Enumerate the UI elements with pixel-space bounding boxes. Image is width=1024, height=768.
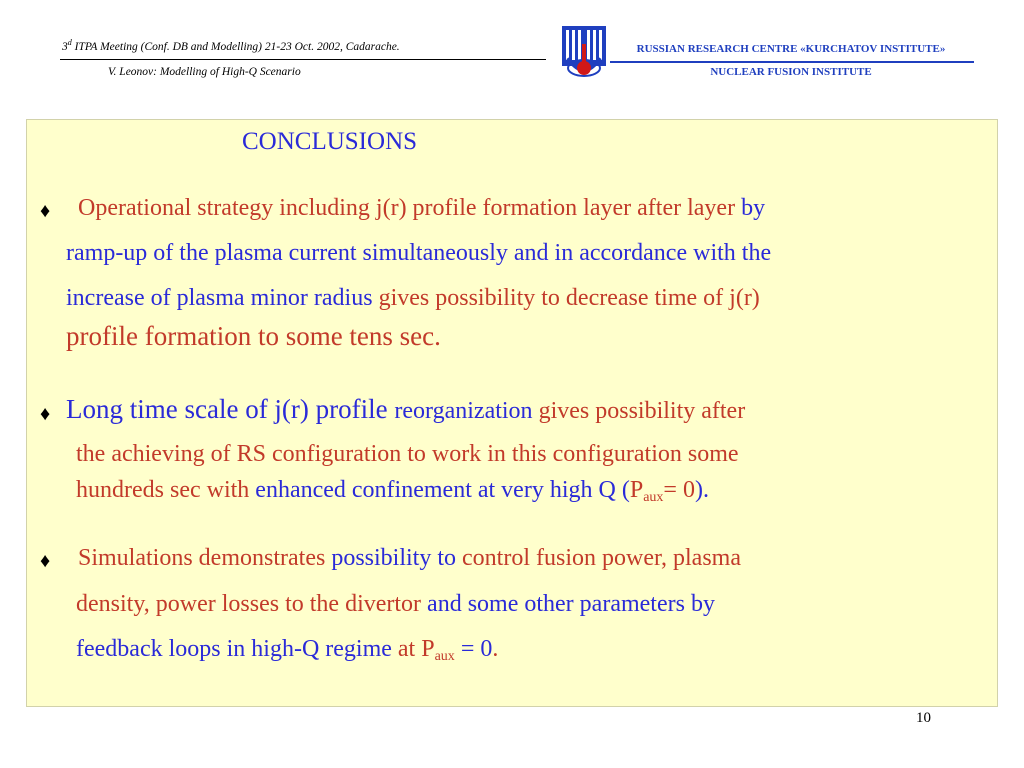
bullet-1-line-1	[78, 195, 765, 222]
bullet-2-text: Long time scale of j(r) profile	[66, 394, 395, 424]
p-aux-symbol: P	[629, 477, 644, 503]
meeting-number-suffix: d	[67, 38, 72, 47]
p-aux-subscript: aux	[643, 490, 664, 505]
bullet-3-text: and some other parameters by	[427, 591, 715, 617]
bullet-2-text: = 0	[663, 477, 695, 503]
meeting-number: 3	[62, 40, 68, 53]
bullet-marker: ♦	[40, 200, 51, 222]
bullet-3-text: possibility to	[331, 545, 462, 571]
bullet-2-text: hundreds sec with	[76, 477, 256, 503]
header-divider	[60, 59, 546, 60]
bullet-1-line-4: profile formation to some tens sec.	[66, 321, 441, 351]
bullet-3-line-1	[78, 545, 741, 572]
bullet-3-text: at	[397, 636, 422, 662]
bullet-1-text: gives possibility to decrease time of j(r)	[378, 285, 760, 311]
slide-header	[60, 38, 550, 78]
bullet-1-text: by	[741, 195, 766, 221]
bullet-2-text: gives possibility after	[538, 398, 746, 424]
bullet-3-text: feedback loops in high-Q regime	[76, 636, 398, 662]
institute-divider	[610, 61, 974, 63]
bullet-marker: ♦	[40, 403, 51, 425]
bullet-3-line-3	[76, 636, 498, 665]
p-aux-subscript: aux	[434, 649, 455, 664]
bullet-2-text: reorganization	[394, 398, 539, 424]
bullet-1-text: Operational strategy including j(r) profile formation layer after layer	[78, 195, 742, 221]
bullet-3-line-2	[76, 591, 715, 618]
institute-name: RUSSIAN RESEARCH CENTRE «KURCHATOV INSTITUTE»	[636, 43, 946, 55]
bullet-3-text: = 0	[454, 636, 493, 662]
bullet-1-line-2: ramp-up of the plasma current simultaneously and in accordance with the	[66, 240, 772, 266]
meeting-info	[60, 38, 550, 53]
bullet-2-line-2: the achieving of RS configuration to work in this configuration some	[76, 441, 739, 467]
kurchatov-institute-logo	[562, 24, 606, 84]
p-aux-symbol: P	[421, 636, 435, 662]
bullet-marker: ♦	[40, 550, 51, 572]
bullet-1-text: increase of plasma minor radius	[66, 285, 379, 311]
bullet-2-text: ).	[694, 477, 709, 503]
bullet-3-text: .	[492, 636, 499, 662]
slide-title: CONCLUSIONS	[242, 128, 418, 155]
page-number: 10	[916, 710, 931, 726]
meeting-text: ITPA Meeting (Conf. DB and Modelling) 21-23 Oct. 2002, Cadarache.	[71, 40, 400, 53]
bullet-1-line-3	[66, 285, 760, 312]
bullet-2-line-3	[76, 477, 709, 506]
bullet-3-text: control fusion power, plasma	[462, 545, 741, 571]
institute-subtitle: NUCLEAR FUSION INSTITUTE	[710, 66, 872, 78]
bullet-2-text: enhanced confinement at very high Q (	[255, 477, 630, 503]
author-line: V. Leonov: Modelling of High-Q Scenario	[108, 65, 301, 78]
bullet-2-line-1	[66, 394, 745, 425]
bullet-3-text: density, power losses to the divertor	[76, 591, 428, 617]
bullet-3-text: Simulations demonstrates	[78, 545, 332, 571]
